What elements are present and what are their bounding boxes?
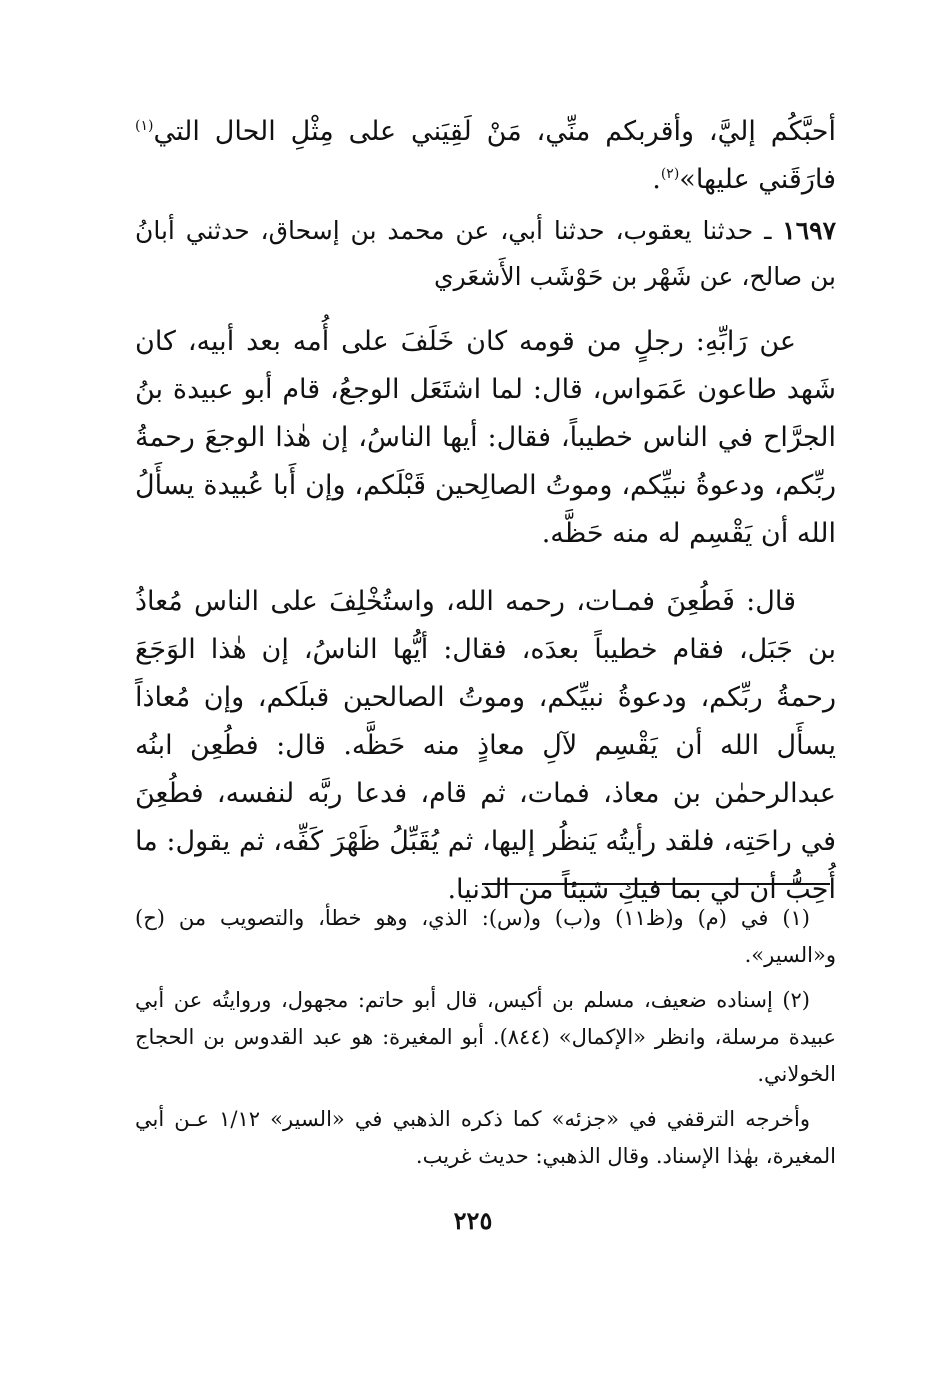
opening-text-3: .	[652, 164, 661, 195]
footnote-1: (١) في (م) و(ظ١١) و(ب) و(س): الذي، وهو خطأ، والتصويب من (ح) و«السير».	[135, 906, 836, 967]
footnotes	[135, 900, 836, 1183]
footnote-2-continued: وأخرجه الترقفي في «جزئه» كما ذكره الذهبي في «السير» ١/١٢ عـن أبي المغيرة، بهٰذا الإسناد. وقال الذهبي: حديث غريب.	[135, 1107, 836, 1168]
opening-text-2: فارَقَني عليها»	[679, 164, 836, 195]
opening-paragraph	[135, 108, 836, 204]
body-paragraph-1: عن رَابِّهِ: رجلٍ من قومه كان خَلَفَ على أُمه بعد أبيه، كان شَهد طاعون عَمَواس، قال: لما اشتَعَل الوجعُ، قام أبو عبيدة بنُ الجرَّاح في الناس خطيباً، فقال: أيها الناسُ، إن هٰذا الوجعَ رحمةُ ربِّكم، ودعوةُ نبيِّكم، وموتُ الصالِحين قَبْلَكم، وإن أَبا عُبيدة يسأَلُ الله أن يَقْسِم له منه حَظَّه.	[135, 326, 836, 549]
footnote-separator	[482, 883, 830, 885]
footnote-marker-2: (٢)	[660, 166, 680, 182]
isnad-paragraph	[135, 208, 836, 300]
footnote-2: (٢) إسناده ضعيف، مسلم بن أكيس، قال أبو حاتم: مجهول، وروايتُه عن أبي عبيدة مرسلة، وانظر «الإكمال» (٨٤٤). أبو المغيرة: هو عبد القدوس بن الحجاج الخولاني.	[135, 988, 836, 1086]
hadith-number: ١٦٩٧	[782, 216, 836, 245]
body-paragraph-2: قال: فَطُعِنَ فمـات، رحمه الله، واستُخْلِفَ على الناس مُعاذُ بن جَبَل، فقام خطيباً بعدَه، فقال: أيُّها الناسُ، إن هٰذا الوَجَعَ رحمةُ ربِّكم، ودعوةُ نبيِّكم، وموتُ الصالحين قبلَكم، وإن مُعاذاً يسأَل الله أن يَقْسِم لآلِ معاذٍ منه حَظَّه. قال: فطُعِن ابنُه عبدالرحمٰن بن معاذ، فمات، ثم قام، فدعا ربَّه لنفسه، فطُعِنَ في راحَتِه، فلقد رأيتُه يَنظُر إليها، ثم يُقَبِّلُ ظَهْرَ كَفِّه، ثم يقول: ما أُحِبُّ أن لي بما فيكِ شيئاً من الدنيا.	[135, 586, 836, 905]
footnote-marker-1: (١)	[135, 118, 154, 134]
main-text	[135, 108, 836, 914]
opening-text: أحبَّكُم إليَّ، وأقربكم منِّي، مَنْ لَقِيَني على مِثْلِ الحال التي	[153, 116, 836, 147]
page-number: ٢٢٥	[453, 1206, 493, 1235]
isnad-text: ـ حدثنا يعقوب، حدثنا أبي، عن محمد بن إسحاق، حدثني أبانُ بن صالح، عن شَهْر بن حَوْشَب الأَشعَري	[135, 216, 836, 291]
